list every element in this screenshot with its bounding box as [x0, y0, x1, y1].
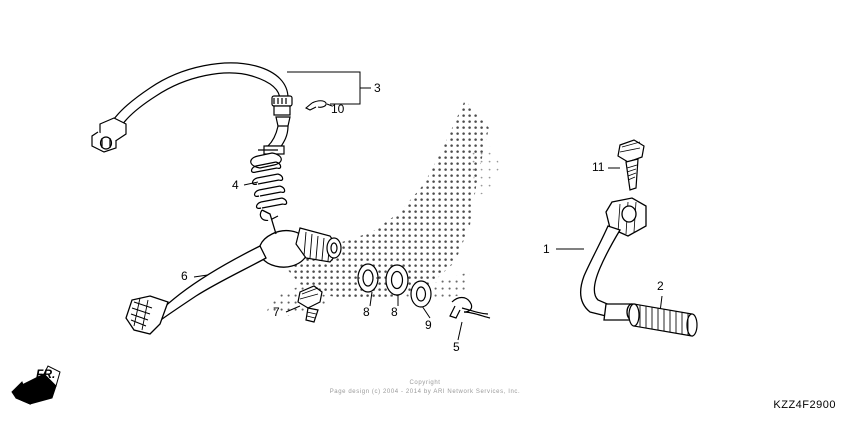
washer-a — [358, 264, 378, 292]
callout-8-a: 8 — [363, 305, 370, 319]
copyright-notice — [0, 379, 850, 397]
brake-hose-assembly — [92, 63, 292, 154]
background-shadow-stipple — [266, 100, 500, 319]
callout-11: 11 — [592, 160, 605, 174]
washer-b — [386, 265, 408, 295]
cotter-pin — [450, 298, 490, 319]
callout-9: 9 — [425, 318, 432, 332]
callout-4: 4 — [232, 178, 239, 192]
front-direction-label: FR. — [36, 367, 56, 381]
callout-10: 10 — [331, 102, 345, 116]
collar — [411, 281, 431, 307]
callout-6: 6 — [181, 269, 188, 283]
callout-8-b: 8 — [391, 305, 398, 319]
callout-2: 2 — [657, 279, 664, 293]
gear-change-pedal-arm — [581, 198, 646, 320]
flange-bolt — [618, 140, 644, 190]
pedal-rubber-grip — [629, 304, 697, 336]
copyright-line-2: Page design (c) 2004 - 2014 by ARI Network Services, Inc. — [329, 389, 521, 395]
copyright-line-1: Copyright — [409, 380, 441, 386]
hose-clip — [306, 101, 326, 110]
part-code-label: KZZ4F2900 — [773, 399, 836, 411]
callout-3: 3 — [374, 81, 381, 95]
callout-7: 7 — [273, 305, 280, 319]
brake-lever-pedal — [126, 210, 308, 334]
callout-5: 5 — [453, 340, 460, 354]
return-spring — [251, 150, 287, 220]
callout-1: 1 — [543, 242, 550, 256]
